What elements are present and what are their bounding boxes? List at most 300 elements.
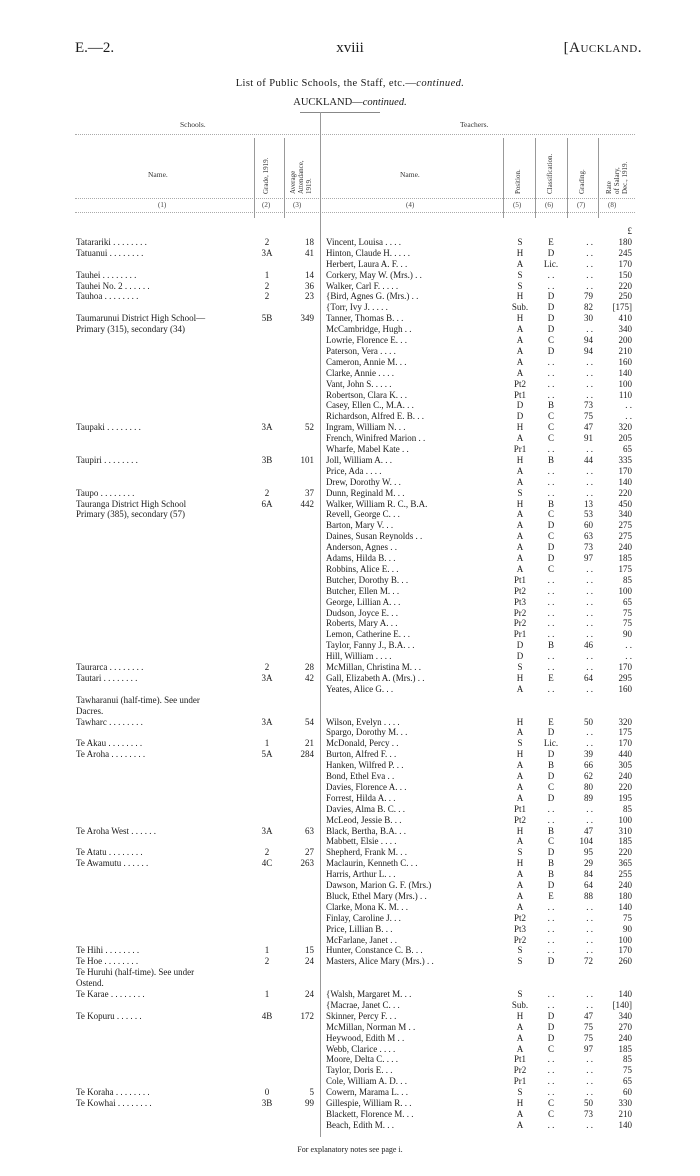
teacher-salary: 340 [618, 1010, 632, 1021]
teacher-name: Davies, Florence A. . . [326, 781, 407, 792]
teacher-classification: . . [547, 465, 555, 476]
teacher-name: Joll, William A. . . [326, 454, 392, 465]
teacher-name: Skinner, Percy F. . . [326, 1010, 397, 1021]
teacher-position: Pt1 [513, 389, 526, 400]
teacher-salary: 90 [623, 629, 632, 640]
teacher-name: Clarke, Annie . . . . [326, 367, 394, 378]
school-name: Taupaki . . . . . . . . [76, 422, 141, 433]
table-row [0, 793, 700, 804]
school-name: Taupo . . . . . . . . [76, 487, 135, 498]
teacher-position: S [517, 847, 523, 858]
teacher-salary: . . [625, 400, 632, 411]
teacher-grading: . . [586, 803, 593, 814]
teacher-salary: 270 [618, 1021, 632, 1032]
teacher-grading: 84 [584, 869, 593, 880]
teacher-salary: 185 [618, 836, 632, 847]
teacher-classification: . . [547, 444, 555, 454]
teacher-classification: . . [547, 1065, 555, 1076]
teacher-position: A [516, 433, 524, 444]
school-grade: 5A [261, 749, 273, 760]
teacher-name: Hanken, Wilfred P. . . [326, 760, 404, 771]
teacher-name: Maclaurin, Kenneth C. . . [326, 858, 418, 869]
teacher-salary: 75 [623, 1065, 632, 1076]
teacher-salary: 170 [618, 465, 632, 476]
teacher-grading: . . [586, 444, 593, 454]
table-row [0, 586, 700, 597]
teacher-name: Richardson, Alfred E. B. . . [326, 411, 424, 422]
teacher-position: Pt2 [513, 814, 526, 825]
teacher-position: A [516, 1021, 524, 1032]
teacher-grading: . . [586, 367, 593, 378]
teacher-grading: 73 [584, 400, 593, 411]
table-row [0, 390, 700, 401]
teacher-salary: 240 [618, 771, 632, 781]
teacher-name: Vant, John S. . . . . [326, 378, 392, 389]
teacher-grading: 75 [584, 411, 593, 422]
teacher-salary: 65 [623, 444, 632, 454]
school-name: Te Hihi . . . . . . . . [76, 945, 140, 956]
attendance-heading: Average Attendance, 1919. [289, 160, 313, 194]
teacher-grading: . . [586, 814, 593, 825]
teacher-salary: 140 [618, 989, 632, 999]
teacher-name: Blackett, Florence M. . . [326, 1108, 414, 1119]
teacher-classification: . . [547, 378, 555, 389]
teacher-grading: . . [586, 1076, 593, 1087]
teacher-position: Sub. [511, 999, 529, 1010]
table-row [0, 804, 700, 815]
teacher-classification: . . [547, 683, 555, 694]
teacher-classification: E [548, 672, 554, 683]
table-row [0, 335, 700, 346]
teacher-position: A [516, 1119, 524, 1130]
table-row [0, 1022, 700, 1033]
school-name: Te Awamutu . . . . . . [76, 858, 149, 869]
teacher-salary: 185 [618, 1043, 632, 1054]
table-row [0, 717, 700, 728]
teacher-grading: 97 [584, 553, 593, 563]
teacher-classification: C [547, 433, 554, 444]
teacher-salary: 305 [618, 760, 632, 771]
teacher-salary: [175] [612, 302, 632, 313]
teacher-classification: C [547, 836, 554, 847]
teacher-position: S [517, 956, 523, 967]
teacher-grading: 94 [584, 335, 593, 345]
header-mid-rule [75, 198, 635, 199]
col-number: (4) [406, 201, 415, 209]
table-row [0, 597, 700, 608]
col-divider [567, 138, 568, 218]
teacher-salary: 365 [618, 858, 632, 869]
school-grade: 2 [264, 280, 270, 291]
teacher-position: S [517, 487, 523, 498]
teacher-grading: . . [586, 356, 593, 367]
teacher-grading: . . [586, 585, 593, 596]
table-row [0, 477, 700, 488]
teacher-position: Pt2 [513, 912, 526, 923]
teacher-salary: 140 [618, 901, 632, 912]
teacher-classification: C [547, 1108, 554, 1119]
teacher-salary: 85 [623, 1054, 632, 1065]
teacher-position: A [516, 880, 524, 890]
table-row [0, 967, 700, 978]
teacher-name: Paterson, Vera . . . . [326, 345, 396, 356]
teacher-name: Bluck, Ethel Mary (Mrs.) . . [326, 890, 427, 901]
page-subtitle [0, 97, 700, 108]
school-grade: 5B [261, 313, 273, 324]
table-row [0, 509, 700, 520]
teacher-grading: 47 [584, 825, 593, 836]
teacher-salary: . . [625, 651, 632, 662]
teacher-name: Walker, Carl F. . . . . [326, 280, 399, 291]
page-title [0, 78, 700, 89]
teacher-classification: B [547, 869, 554, 880]
teacher-salary: 140 [618, 476, 632, 487]
school-attendance: 42 [305, 672, 314, 683]
teacher-grading: . . [586, 487, 593, 498]
teacher-name: {Walsh, Margaret M. . . [326, 989, 412, 999]
teacher-position: A [516, 727, 524, 738]
teacher-position: Pr2 [513, 934, 527, 945]
teacher-name: Herbert, Laura A. F. . . [326, 258, 408, 269]
teacher-classification: D [547, 1010, 555, 1021]
table-row [0, 749, 700, 760]
teacher-name: Black, Bertha, B.A. . . [326, 825, 406, 836]
table-row [0, 1065, 700, 1076]
teacher-grading: . . [586, 999, 593, 1010]
teacher-grading: . . [586, 236, 593, 247]
school-grade: 4C [261, 858, 273, 869]
table-row [0, 1033, 700, 1044]
teacher-grading: 44 [584, 454, 593, 465]
school-attendance: 14 [305, 269, 314, 280]
table-row [0, 913, 700, 924]
school-attendance: 41 [305, 247, 314, 258]
school-grade: 3A [261, 716, 273, 727]
table-row [0, 313, 700, 324]
teacher-grading: . . [586, 465, 593, 476]
teacher-position: A [516, 683, 524, 694]
school-grade: 3B [261, 1098, 273, 1108]
teacher-name: Corkery, May W. (Mrs.) . . [326, 269, 422, 280]
teacher-classification: C [547, 509, 554, 520]
teacher-position: S [517, 280, 523, 291]
position-heading: Position. [514, 169, 522, 194]
teacher-salary: 150 [618, 269, 632, 280]
school-attendance: 263 [300, 858, 314, 869]
teacher-classification: Lic. [543, 258, 559, 269]
teacher-salary: 340 [618, 324, 632, 335]
teacher-classification: . . [547, 356, 555, 367]
teacher-position: A [516, 869, 524, 880]
teacher-name: Gall, Elizabeth A. (Mrs.) . . [326, 672, 425, 683]
teacher-position: Pr1 [513, 444, 527, 454]
table-row [0, 520, 700, 531]
teacher-classification: . . [547, 1119, 555, 1130]
teacher-classification: . . [547, 367, 555, 378]
teacher-grading: . . [586, 607, 593, 618]
teacher-grading: 66 [584, 760, 593, 771]
teacher-classification: D [547, 749, 555, 760]
teacher-name: Masters, Alice Mary (Mrs.) . . [326, 956, 434, 967]
teacher-name: Mabbett, Elsie . . . . [326, 836, 397, 847]
teacher-classification: C [547, 1043, 554, 1054]
teacher-salary: 100 [618, 585, 632, 596]
school-grade: 3A [261, 247, 273, 258]
teacher-salary: 220 [618, 847, 632, 858]
teacher-position: A [516, 465, 524, 476]
subtitle-main: AUCKLAND— [293, 97, 363, 108]
teacher-classification: D [547, 1021, 555, 1032]
teacher-classification: D [547, 324, 555, 335]
school-grade: 4B [261, 1010, 273, 1021]
teacher-name: Hinton, Claude H. . . . . [326, 247, 410, 258]
table-row [0, 924, 700, 935]
teacher-classification: D [547, 771, 555, 781]
teacher-classification: C [547, 531, 554, 542]
teacher-classification: . . [547, 596, 555, 607]
table-row [0, 727, 700, 738]
teacher-grading: . . [586, 476, 593, 487]
school-name: Taupiri . . . . . . . . [76, 454, 138, 465]
school-grade: 6A [261, 498, 273, 509]
teacher-salary: 440 [618, 749, 632, 760]
teacher-name: Dudson, Joyce E. . . [326, 607, 398, 618]
teacher-grading: . . [586, 574, 593, 585]
teacher-salary: 100 [618, 378, 632, 389]
teacher-salary: 170 [618, 662, 632, 672]
school-name: Tawharc . . . . . . . . [76, 716, 143, 727]
teacher-classification: . . [547, 487, 555, 498]
teacher-name: Vincent, Louisa . . . . [326, 236, 401, 247]
teacher-position: Pt3 [513, 596, 526, 607]
table-row [0, 248, 700, 259]
school-grade: 2 [264, 487, 270, 498]
teacher-classification: D [547, 880, 555, 890]
teacher-salary: 275 [618, 531, 632, 542]
school-name: Te Aroha . . . . . . . . [76, 749, 146, 760]
teacher-grading: 60 [584, 520, 593, 531]
teacher-salary: 240 [618, 880, 632, 890]
teacher-name: Finlay, Caroline J. . . [326, 912, 401, 923]
table-row [0, 226, 700, 237]
header-bottom-rule [75, 212, 635, 213]
teacher-name: {Torr, Ivy J. . . . . [326, 302, 388, 313]
teacher-grading: . . [586, 389, 593, 400]
teacher-salary: £ [627, 226, 632, 236]
col-divider [254, 138, 255, 218]
teacher-grading: 95 [584, 847, 593, 858]
school-grade: 1 [264, 989, 270, 999]
school-attendance: 442 [300, 498, 314, 509]
teacher-salary: 75 [623, 912, 632, 923]
teacher-name: Anderson, Agnes . . [326, 542, 397, 553]
teacher-classification: D [547, 291, 555, 302]
teacher-classification: D [547, 956, 555, 967]
teacher-grading: . . [586, 1054, 593, 1065]
school-name: Taumarunui District High School— [76, 313, 206, 324]
col-divider [284, 138, 285, 218]
col-number: (1) [158, 201, 167, 209]
teacher-position: A [516, 324, 524, 335]
teacher-grading: . . [586, 738, 593, 749]
teacher-grading: . . [586, 727, 593, 738]
table-row [0, 346, 700, 357]
grading-heading: Grading. [578, 169, 586, 194]
teacher-name: McMillan, Norman M . . [326, 1021, 416, 1032]
teacher-position: A [516, 520, 524, 531]
teacher-name: Moore, Delta C. . . . [326, 1054, 398, 1065]
teacher-position: A [516, 771, 524, 781]
table-row [0, 531, 700, 542]
school-name: Tauranga District High School [76, 498, 187, 509]
title-cont: continued. [416, 78, 465, 89]
teacher-position: H [516, 672, 524, 683]
teacher-classification: . . [547, 280, 555, 291]
teacher-salary: 210 [618, 1108, 632, 1119]
teacher-salary: 195 [618, 792, 632, 803]
teacher-position: H [516, 1098, 524, 1108]
teacher-grading: 89 [584, 792, 593, 803]
teacher-grading: 91 [584, 433, 593, 444]
teacher-position: H [516, 454, 524, 465]
teacher-grading: 47 [584, 1010, 593, 1021]
teacher-position: S [517, 662, 523, 672]
teacher-name: Harris, Arthur L. . . [326, 869, 396, 880]
teacher-salary: 260 [618, 956, 632, 967]
teacher-grading: 53 [584, 509, 593, 520]
table-row [0, 608, 700, 619]
teacher-position: Sub. [511, 302, 529, 313]
teacher-name: Beach, Edith M. . . [326, 1119, 394, 1130]
teacher-salary: 170 [618, 945, 632, 956]
table-row [0, 400, 700, 411]
teacher-position: Pr1 [513, 1076, 527, 1087]
teacher-grading: 39 [584, 749, 593, 760]
table-row [0, 433, 700, 444]
col-number: (8) [608, 201, 617, 209]
teacher-name: Revell, George C. . . [326, 509, 400, 520]
teacher-grading: . . [586, 618, 593, 629]
teacher-position: A [516, 1032, 524, 1043]
col-number: (6) [545, 201, 554, 209]
subtitle-underline [300, 112, 380, 113]
teacher-salary: 250 [618, 291, 632, 302]
school-grade: 1 [264, 738, 270, 749]
school-name: Tauhei No. 2 . . . . . . [76, 280, 150, 291]
subtitle-cont: continued. [362, 97, 407, 108]
teacher-grading: 97 [584, 1043, 593, 1054]
school-name: Te Koraha . . . . . . . . [76, 1087, 150, 1098]
teacher-classification: D [547, 1032, 555, 1043]
teacher-grading: 104 [579, 836, 593, 847]
teacher-grading: . . [586, 258, 593, 269]
school-attendance: 101 [300, 454, 314, 465]
teacher-position: S [517, 236, 523, 247]
school-attendance: 27 [305, 847, 314, 858]
school-grade: 2 [264, 236, 270, 247]
teacher-grading: 82 [584, 302, 593, 313]
col-number: (7) [577, 201, 586, 209]
teacher-salary: 450 [618, 498, 632, 509]
teacher-grading: 13 [584, 498, 593, 509]
teacher-position: Pt1 [513, 574, 526, 585]
teacher-classification: B [547, 400, 554, 411]
table-row [0, 629, 700, 640]
teacher-position: H [516, 247, 524, 258]
teacher-name: Adams, Hilda B. . . [326, 553, 396, 563]
table-row [0, 237, 700, 248]
teacher-classification: . . [547, 912, 555, 923]
teacher-classification: B [547, 858, 554, 869]
teacher-name: Drew, Dorothy W. . . [326, 476, 401, 487]
teacher-name: Spargo, Dorothy M. . . [326, 727, 408, 738]
teacher-position: A [516, 367, 524, 378]
school-attendance: 24 [305, 989, 314, 999]
teacher-classification: . . [547, 1087, 555, 1098]
table-row [0, 935, 700, 946]
header-top-rule [75, 134, 635, 135]
teacher-salary: 340 [618, 509, 632, 520]
teacher-grading: . . [586, 934, 593, 945]
teacher-salary: 65 [623, 1076, 632, 1087]
school-attendance: 5 [309, 1087, 314, 1098]
teacher-salary: 110 [618, 389, 632, 400]
teacher-classification: D [547, 792, 555, 803]
teacher-classification: . . [547, 814, 555, 825]
teacher-salary: 330 [618, 1098, 632, 1108]
teacher-name: Yeates, Alice G. . . [326, 683, 394, 694]
teacher-position: Pt2 [513, 585, 526, 596]
teacher-position: Pt2 [513, 378, 526, 389]
teacher-name: Davies, Alma B. C. . . [326, 803, 405, 814]
school-name: Te Kowhai . . . . . . . . [76, 1098, 152, 1108]
col-number: (3) [293, 201, 302, 209]
school-grade: 3A [261, 422, 273, 433]
table-row [0, 444, 700, 455]
teacher-name: Casey, Ellen C., M.A. . . [326, 400, 414, 411]
teacher-salary: 240 [618, 1032, 632, 1043]
teacher-grading: . . [586, 989, 593, 999]
teacher-grading: . . [586, 683, 593, 694]
table-row [0, 836, 700, 847]
teacher-name: Robertson, Clara K. . . [326, 389, 407, 400]
teacher-grading: . . [586, 1065, 593, 1076]
teacher-salary: . . [625, 640, 632, 651]
teacher-name: Burton, Alfred F. . . [326, 749, 397, 760]
table-row [0, 324, 700, 335]
teacher-position: D [516, 651, 524, 662]
teacher-salary: 175 [618, 563, 632, 574]
teacher-name: Forrest, Hilda A. . . [326, 792, 396, 803]
table-row [0, 281, 700, 292]
teacher-classification: D [547, 542, 555, 553]
school-grade: 3B [261, 454, 273, 465]
teacher-classification: D [547, 345, 555, 356]
grade-heading: Grade, 1919. [262, 157, 270, 194]
teacher-salary: [140] [612, 999, 632, 1010]
teacher-name: Walker, William R. C., B.A. [326, 498, 428, 509]
table-row [0, 422, 700, 433]
teacher-classification: E [548, 716, 554, 727]
teacher-name: Wilson, Evelyn . . . . [326, 716, 400, 727]
footer-note: For explanatory notes see page i. [297, 1145, 403, 1154]
teacher-classification: . . [547, 901, 555, 912]
table-row [0, 815, 700, 826]
teacher-name: Lemon, Catherine E. . . [326, 629, 410, 640]
teacher-position: Pt1 [513, 803, 526, 814]
school-attendance: 172 [300, 1010, 314, 1021]
school-name: Te Kopuru . . . . . . [76, 1010, 142, 1021]
